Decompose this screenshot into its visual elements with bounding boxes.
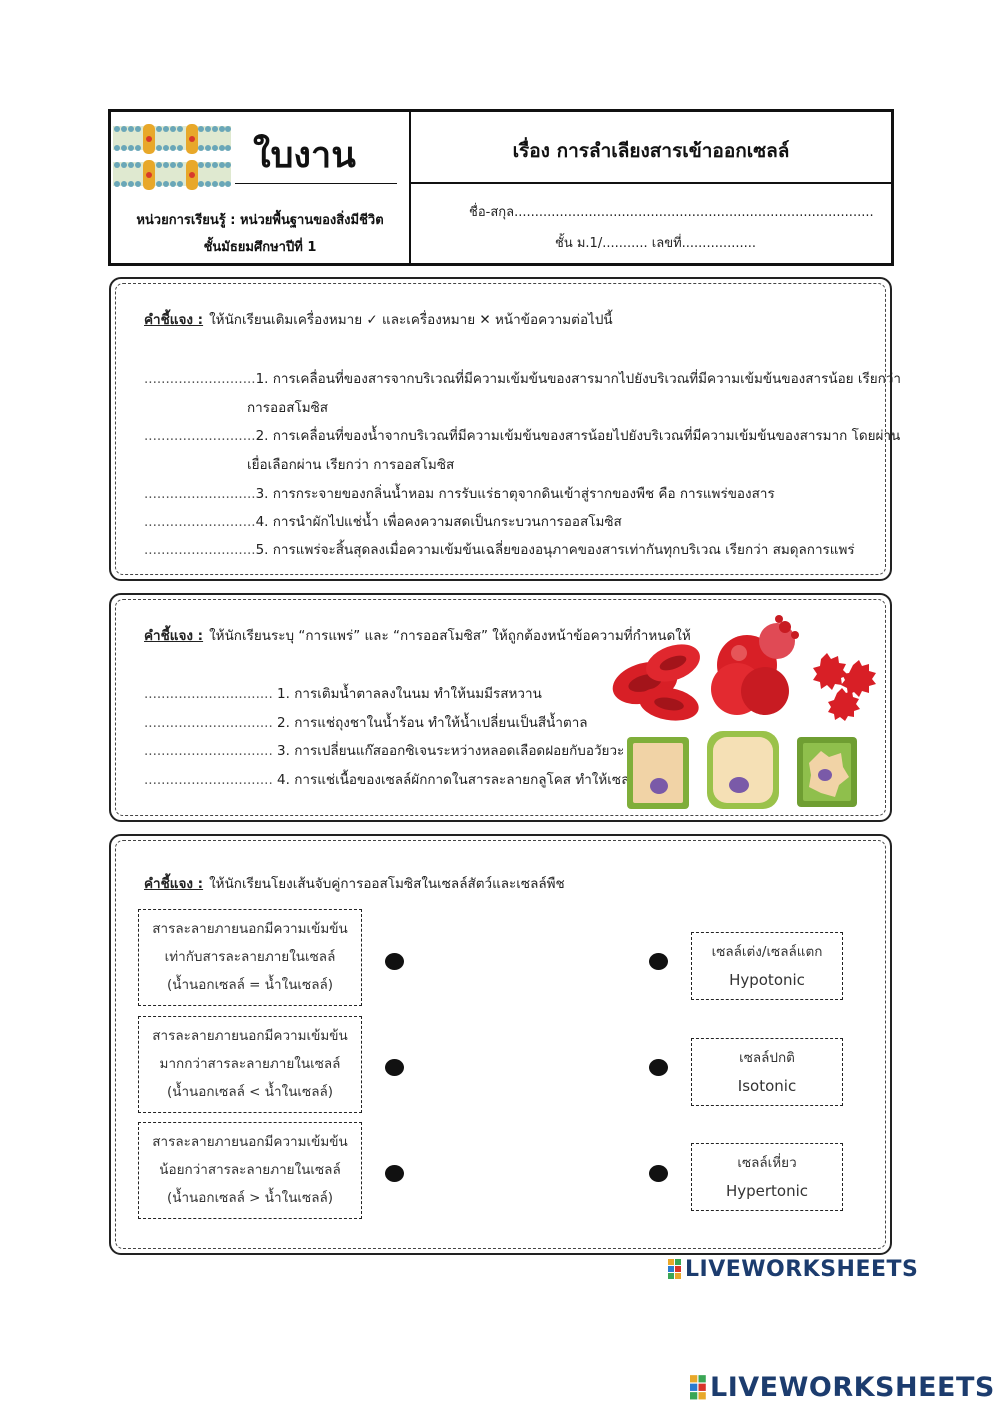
section2-instruction-text: ให้นักเรียนระบุ “การแพร่” และ “การออสโมซิส” ให้ถูกต้องหน้าข้อความที่กำหนดให้ bbox=[209, 628, 691, 644]
condition-line: (น้ำนอกเซลล์ = น้ำในเซลล์) bbox=[166, 977, 334, 993]
item-text: 4. การนำผักไปแช่น้ำ เพื่อคงความสดเป็นกระบวนการออสโมซิส bbox=[255, 514, 622, 530]
section1-instruction bbox=[144, 308, 613, 330]
item-text: 3. การเปลี่ยนแก๊สออกซิเจนระหว่างหลอดเลือดฝอยกับอวัยวะ bbox=[277, 743, 625, 759]
answer-blank[interactable]: .......................... bbox=[144, 486, 256, 502]
answer-blank[interactable]: .......................... bbox=[144, 371, 256, 387]
section2-instruction bbox=[144, 624, 691, 646]
condition-line: สารละลายภายนอกมีความเข้มข้น bbox=[152, 1134, 348, 1150]
header-left-cell bbox=[111, 112, 411, 263]
swollen-red-blood-cells bbox=[711, 615, 799, 715]
answer-blank[interactable]: .............................. bbox=[144, 772, 273, 788]
result-label-thai: เซลล์เหี่ยว bbox=[737, 1155, 797, 1171]
result-label-english: Hypertonic bbox=[725, 1182, 809, 1200]
section-diffusion-osmosis bbox=[109, 593, 892, 822]
item-text: 1. การเติมน้ำตาลลงในนม ทำให้นมมีรสหวาน bbox=[277, 686, 542, 702]
plant-cell-hypotonic bbox=[707, 731, 779, 809]
right-result-box-2 bbox=[691, 1038, 843, 1106]
title-underline bbox=[235, 183, 397, 184]
item-text: 2. การแช่ถุงชาในน้ำร้อน ทำให้น้ำเปลี่ยนเป็นสีน้ำตาล bbox=[277, 715, 588, 731]
condition-line: เท่ากับสารละลายภายในเซลล์ bbox=[164, 949, 336, 965]
left-match-dot-2[interactable] bbox=[385, 1059, 404, 1076]
watermark-footer bbox=[690, 1372, 995, 1403]
section1-item-4 bbox=[144, 510, 622, 532]
result-label-english: Isotonic bbox=[737, 1077, 797, 1095]
section-matching bbox=[109, 834, 892, 1255]
right-result-box-3 bbox=[691, 1143, 843, 1211]
section1-label: คำชี้แจง : bbox=[144, 312, 204, 328]
answer-blank[interactable]: .............................. bbox=[144, 686, 273, 702]
item-text: 5. การแพร่จะสิ้นสุดลงเมื่อความเข้มข้นเฉลี่ยของอนุภาคของสารเท่ากันทุกบริเวณ เรียกว่า สมดุลการแพร่ bbox=[255, 542, 855, 558]
item-text: 1. การเคลื่อนที่ของสารจากบริเวณที่มีความเข้มข้นของสารมากไปยังบริเวณที่มีความเข้มข้นของสารน้อย เรียกว่า bbox=[255, 371, 901, 387]
result-label-english: Hypotonic bbox=[729, 971, 805, 989]
result-label-thai: เซลล์เต่ง/เซลล์แตก bbox=[711, 944, 823, 960]
section2-item-1 bbox=[144, 682, 542, 704]
worksheet-header bbox=[108, 109, 894, 266]
left-condition-box-3 bbox=[138, 1122, 362, 1219]
condition-line: (น้ำนอกเซลล์ > น้ำในเซลล์) bbox=[166, 1190, 334, 1206]
section2-item-4 bbox=[144, 768, 662, 790]
section1-item-1 bbox=[144, 367, 901, 389]
answer-blank[interactable]: .......................... bbox=[144, 542, 256, 558]
watermark-text: LIVEWORKSHEETS bbox=[710, 1372, 995, 1403]
right-match-dot-2[interactable] bbox=[649, 1059, 668, 1076]
header-right-cell bbox=[411, 112, 891, 263]
item-text-continued: เยื่อเลือกผ่าน เรียกว่า การออสโมซิส bbox=[247, 457, 455, 473]
plant-cell-isotonic bbox=[627, 737, 689, 809]
condition-line: มากกว่าสารละลายภายในเซลล์ bbox=[159, 1056, 341, 1072]
answer-blank[interactable]: .............................. bbox=[144, 743, 273, 759]
item-text: 4. การแช่เนื้อของเซลล์ผักกาดในสารละลายกลูโคส ทำให้เซลล์แห้ง bbox=[277, 772, 662, 788]
condition-line: (น้ำนอกเซลล์ < น้ำในเซลล์) bbox=[166, 1084, 334, 1100]
worksheet-title: ใบงาน bbox=[253, 135, 356, 176]
liveworksheets-logo-icon bbox=[668, 1259, 682, 1281]
left-condition-box-1 bbox=[138, 909, 362, 1006]
answer-blank[interactable]: .............................. bbox=[144, 715, 273, 731]
name-field[interactable]: ชื่อ-สกุล....................................................................................... bbox=[469, 205, 874, 220]
result-label-thai: เซลล์ปกติ bbox=[739, 1050, 795, 1066]
item-text: 2. การเคลื่อนที่ของน้ำจากบริเวณที่มีความเข้มข้นของสารน้อยไปยังบริเวณที่มีความเข้มข้นของสารมาก โดยผ่าน bbox=[255, 428, 901, 444]
section1-item-2 bbox=[144, 424, 900, 446]
section2-item-2 bbox=[144, 711, 588, 733]
worksheet-topic: เรื่อง การลำเลียงสารเข้าออกเซลล์ bbox=[512, 140, 790, 162]
right-match-dot-1[interactable] bbox=[649, 953, 668, 970]
condition-line: สารละลายภายนอกมีความเข้มข้น bbox=[152, 1028, 348, 1044]
header-divider bbox=[411, 182, 891, 184]
shrunken-red-blood-cells bbox=[813, 653, 876, 721]
left-match-dot-1[interactable] bbox=[385, 953, 404, 970]
class-number-field[interactable]: ชั้น ม.1/........... เลขที่.................. bbox=[555, 236, 757, 251]
condition-line: สารละลายภายนอกมีความเข้มข้น bbox=[152, 921, 348, 937]
section2-item-3 bbox=[144, 739, 624, 761]
answer-blank[interactable]: .......................... bbox=[144, 428, 256, 444]
cell-illustration bbox=[609, 603, 889, 813]
section1-instruction-text: ให้นักเรียนเติมเครื่องหมาย ✓ และเครื่องหมาย ✕ หน้าข้อความต่อไปนี้ bbox=[209, 312, 613, 328]
item-text: 3. การกระจายของกลิ่นน้ำหอม การรับแร่ธาตุจากดินเข้าสู่รากของพืช คือ การแพร่ของสาร bbox=[255, 486, 775, 502]
section2-label: คำชี้แจง : bbox=[144, 628, 204, 644]
liveworksheets-logo-icon bbox=[690, 1375, 707, 1402]
section-true-false bbox=[109, 277, 901, 581]
normal-red-blood-cells bbox=[609, 637, 705, 725]
cell-membrane-illustration bbox=[113, 122, 231, 194]
grade-level: ชั้นมัธยมศึกษาปีที่ 1 bbox=[203, 240, 317, 255]
left-match-dot-3[interactable] bbox=[385, 1165, 404, 1182]
watermark-text: LIVEWORKSHEETS bbox=[685, 1257, 919, 1282]
section1-item-3 bbox=[144, 482, 775, 504]
answer-blank[interactable]: .......................... bbox=[144, 514, 256, 530]
learning-unit: หน่วยการเรียนรู้ : หน่วยพื้นฐานของสิ่งมีชีวิต bbox=[136, 213, 384, 228]
watermark-inline bbox=[668, 1257, 918, 1282]
section3-label: คำชี้แจง : bbox=[144, 876, 204, 892]
section1-item-5 bbox=[144, 538, 855, 560]
left-condition-box-2 bbox=[138, 1016, 362, 1113]
condition-line: น้อยกว่าสารละลายภายในเซลล์ bbox=[159, 1162, 341, 1178]
section3-instruction bbox=[144, 872, 565, 894]
plant-cell-hypertonic bbox=[797, 737, 857, 807]
right-result-box-1 bbox=[691, 932, 843, 1000]
item-text-continued: การออสโมซิส bbox=[247, 400, 329, 416]
section3-instruction-text: ให้นักเรียนโยงเส้นจับคู่การออสโมซิสในเซลล์สัตว์และเซลล์พืช bbox=[209, 876, 565, 892]
right-match-dot-3[interactable] bbox=[649, 1165, 668, 1182]
